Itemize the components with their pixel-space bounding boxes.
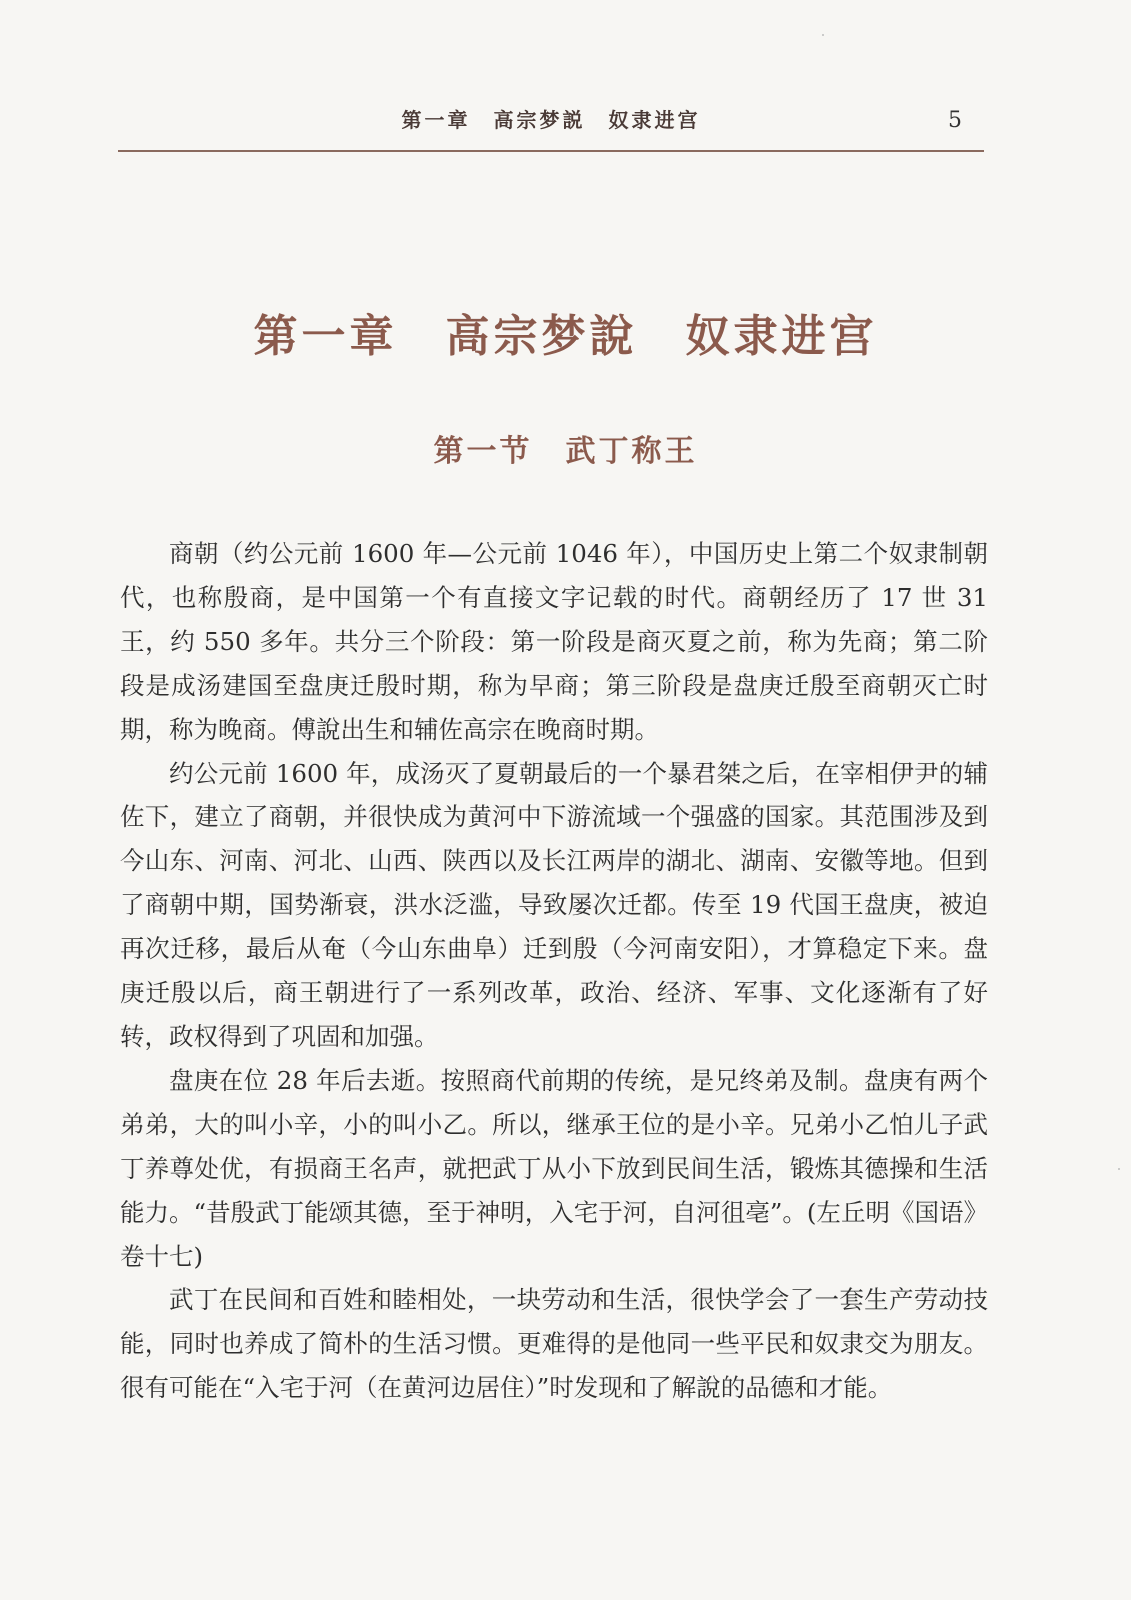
paragraph: 盘庚在位 28 年后去逝。按照商代前期的传统，是兄终弟及制。盘庚有两个弟弟，大的叫小辛，小的叫小乙。所以，继承王位的是小辛。兄弟小乙怕儿子武丁养尊处优，有损商王名声，就把武丁从小下放到民间生活，锻炼其德操和生活能力。“昔殷武丁能颂其德，至于神明，入宅于河，自河徂亳”。(左丘明《国语》卷十七) xyxy=(120,1065,988,1271)
paragraph: 商朝（约公元前 1600 年—公元前 1046 年），中国历史上第二个奴隶制朝代，也称殷商，是中国第一个有直接文字记载的时代。商朝经历了 17 世 31 王，约 550 多年。共分三个阶段：第一阶段是商灭夏之前，称为先商；第二阶段是成汤建国至盘庚迁殷时期，称为早商；第三阶段是盘庚迁殷至商朝灭亡时期，称为晚商。傅說出生和辅佐高宗在晚商时期。 xyxy=(120,539,988,744)
paper-speck xyxy=(822,34,824,36)
running-header xyxy=(118,104,984,152)
section-title: 第一节 武丁称王 xyxy=(433,434,698,469)
paper-speck xyxy=(1118,1168,1120,1170)
paragraph: 约公元前 1600 年，成汤灭了夏朝最后的一个暴君桀之后，在宰相伊尹的辅佐下，建立了商朝，并很快成为黄河中下游流域一个强盛的国家。其范围涉及到今山东、河南、河北、山西、陕西以及长江两岸的湖北、湖南、安徽等地。但到了商朝中期，国势渐衰，洪水泛滥，导致屡次迁都。传至 19 代国王盘庚，被迫再次迁移，最后从奄（今山东曲阜）迁到殷（今河南安阳），才算稳定下来。盘庚迁殷以后，商王朝进行了一系列改革，政治、经济、军事、文化逐渐有了好转，政权得到了巩固和加强。 xyxy=(120,758,988,1051)
body-text xyxy=(120,532,988,1410)
running-header-title: 第一章 高宗梦説 奴隶进宫 xyxy=(401,108,701,132)
paragraph: 武丁在民间和百姓和睦相处，一块劳动和生活，很快学会了一套生产劳动技能，同时也养成了简朴的生活习惯。更难得的是他同一些平民和奴隶交为朋友。很有可能在“入宅于河（在黄河边居住）”时发现和了解說的品德和才能。 xyxy=(120,1285,988,1403)
page-number: 5 xyxy=(948,108,962,133)
chapter-title: 第一章 高宗梦說 奴隶进宫 xyxy=(253,311,878,362)
